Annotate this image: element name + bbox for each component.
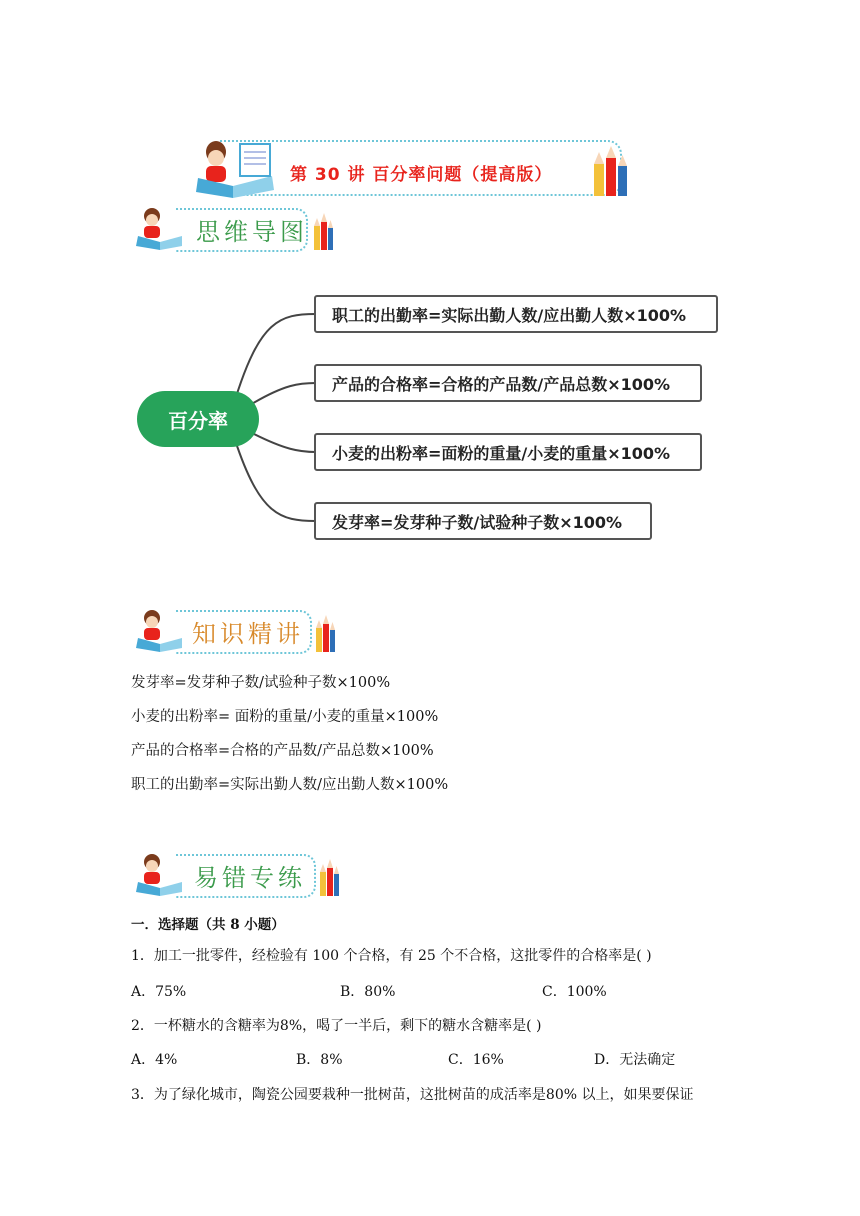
question-stem: 3．为了绿化城市，陶瓷公园要栽种一批树苗，这批树苗的成活率是80% 以上，如果要保证 xyxy=(131,1087,694,1103)
answer-option: B．80% xyxy=(340,984,396,1000)
knowledge-line: 职工的出勤率=实际出勤人数/应出勤人数×100% xyxy=(131,777,449,793)
answer-option: A．4% xyxy=(131,1052,178,1068)
answer-option: A．75% xyxy=(131,984,187,1000)
mindmap-branch: 产品的合格率=合格的产品数/产品总数×100% xyxy=(314,364,702,402)
answer-option: C．16% xyxy=(448,1052,504,1068)
part-title: 一．选择题（共 8 小题） xyxy=(131,917,285,933)
pencils-icon xyxy=(314,614,336,652)
mindmap-branch: 小麦的出粉率=面粉的重量/小麦的重量×100% xyxy=(314,433,702,471)
mindmap-heading: 思维导图 xyxy=(196,218,308,246)
mindmap-root: 百分率 xyxy=(137,391,259,447)
page-title: 第 30 讲 百分率问题（提高版） xyxy=(290,165,553,185)
mindmap-branch: 职工的出勤率=实际出勤人数/应出勤人数×100% xyxy=(314,295,718,333)
knowledge-line: 小麦的出粉率= 面粉的重量/小麦的重量×100% xyxy=(131,709,439,725)
knowledge-line: 发芽率=发芽种子数/试验种子数×100% xyxy=(131,675,391,691)
answer-option: C．100% xyxy=(542,984,607,1000)
question-stem: 2．一杯糖水的含糖率为8%，喝了一半后，剩下的糖水含糖率是( ) xyxy=(131,1018,542,1034)
knowledge-heading: 知识精讲 xyxy=(192,620,304,648)
question-stem: 1．加工一批零件，经检验有 100 个合格，有 25 个不合格，这批零件的合格率是( ) xyxy=(131,948,652,964)
knowledge-line: 产品的合格率=合格的产品数/产品总数×100% xyxy=(131,743,434,759)
practice-heading: 易错专练 xyxy=(194,864,306,892)
answer-option: B．8% xyxy=(296,1052,343,1068)
mindmap-branch: 发芽率=发芽种子数/试验种子数×100% xyxy=(314,502,652,540)
pencils-icon xyxy=(318,858,340,896)
answer-option: D．无法确定 xyxy=(594,1052,676,1068)
